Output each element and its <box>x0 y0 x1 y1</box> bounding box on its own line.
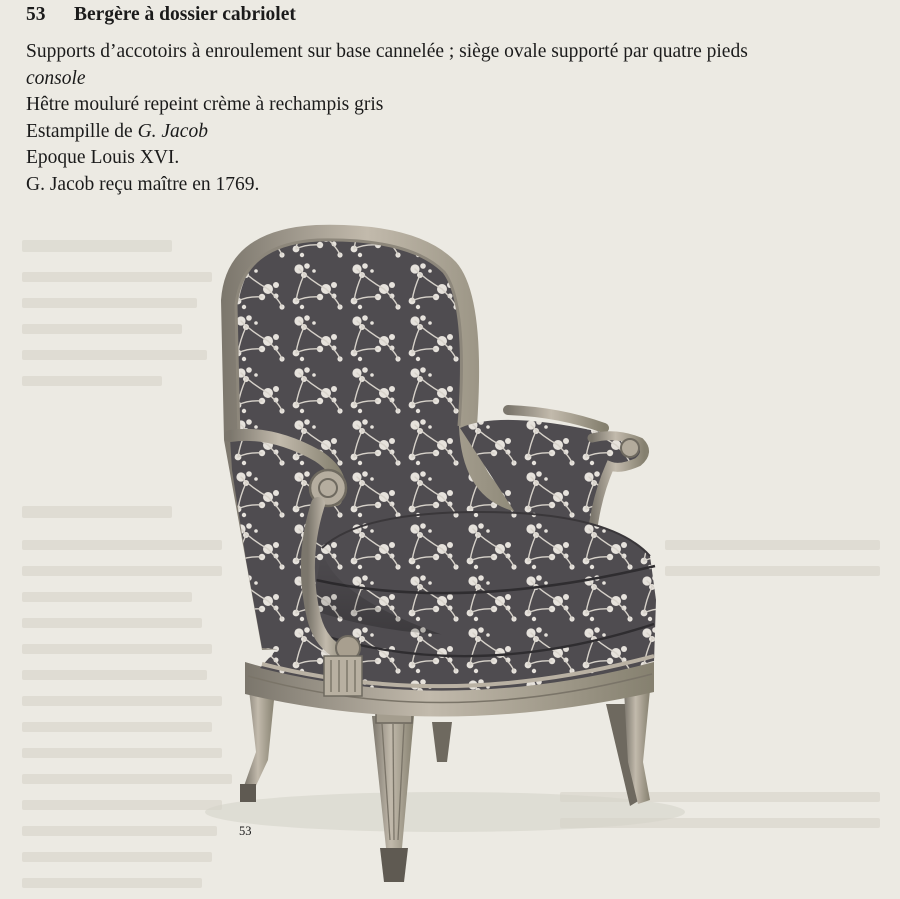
entry-title: Bergère à dossier cabriolet <box>74 4 296 25</box>
bergere-photograph <box>0 200 900 899</box>
entry-heading <box>26 4 296 26</box>
stamp-maker: G. Jacob <box>137 120 208 142</box>
description-line-period: Epoque Louis XVI. <box>26 147 180 168</box>
description-line-console: console <box>26 67 86 89</box>
description-line-master: G. Jacob reçu maître en 1769. <box>26 173 260 195</box>
photo-caption-number: 53 <box>239 824 252 838</box>
entry-number: 53 <box>26 4 46 25</box>
entry-description <box>26 39 748 198</box>
description-line-material: Hêtre mouluré repeint crème à rechampis gris <box>26 94 384 115</box>
stamp-prefix: Estampille de <box>26 120 138 142</box>
description-line-supports: Supports d’accotoirs à enroulement sur base cannelée ; siège ovale supporté par quatre pieds <box>26 41 748 62</box>
description-line-stamp <box>26 119 748 146</box>
